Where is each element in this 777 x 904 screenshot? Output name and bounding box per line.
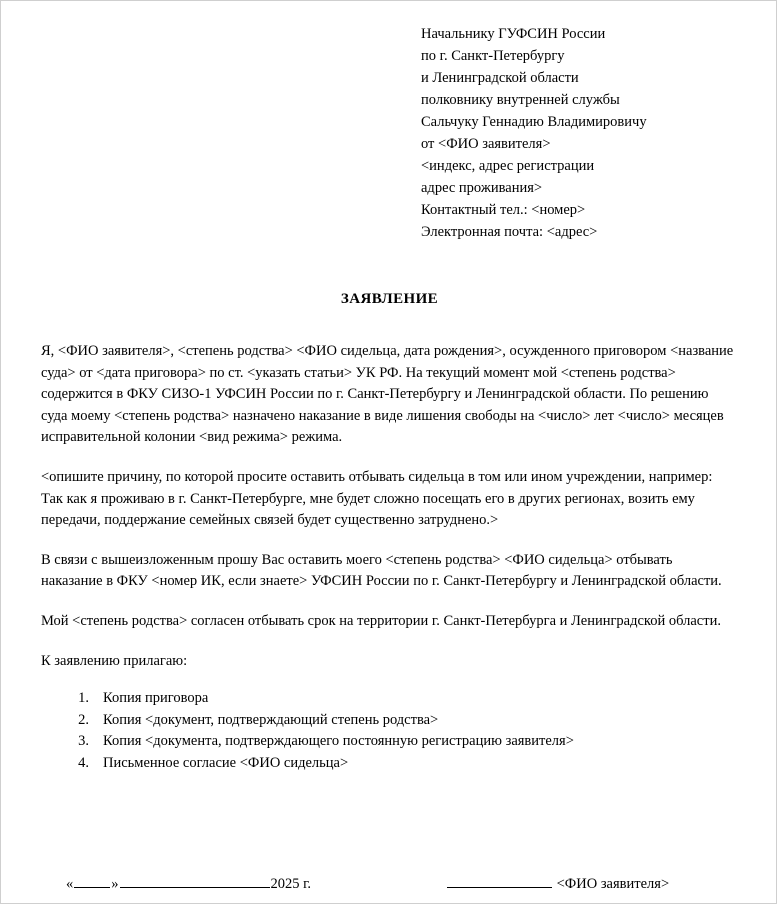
- list-item-number: 3.: [78, 733, 89, 750]
- list-item-label: Копия <документа, подтверждающего постоянную регистрацию заявителя>: [103, 733, 574, 750]
- list-item-label: Письменное согласие <ФИО сидельца>: [103, 754, 349, 771]
- paragraph-reason: <опишите причину, по которой просите оставить отбывать сидельца в том или ином учреждении, например: Так как я проживаю в г. Санкт-Петербурге, мне будет сложно посещать его в других регионах, возить ему передачи, поддержание семейных связей будет существенно затруднено.>: [41, 468, 713, 529]
- addressee-line-3: и Ленинградской области: [421, 70, 579, 86]
- addressee-line-1: Начальнику ГУФСИН России: [421, 26, 606, 42]
- day-blank-line[interactable]: [74, 873, 110, 888]
- applicant-name-placeholder: <ФИО заявителя>: [556, 875, 670, 892]
- addressee-line-registration-address: <индекс, адрес регистрации: [421, 158, 595, 174]
- addressee-block: [421, 23, 731, 243]
- addressee-line-4: полковнику внутренней службы: [421, 92, 620, 108]
- date-field-group: [66, 873, 311, 894]
- list-item-label: Копия приговора: [103, 690, 209, 707]
- list-item-number: 2.: [78, 711, 89, 728]
- signature-field-group: [446, 873, 669, 894]
- month-blank-line[interactable]: [120, 873, 270, 888]
- addressee-line-5: Сальчуку Геннадию Владимировичу: [421, 114, 647, 130]
- paragraph-consent: Мой <степень родства> согласен отбывать срок на территории г. Санкт-Петербурга и Ленинградской области.: [41, 612, 721, 629]
- paragraph-request: В связи с вышеизложенным прошу Вас оставить моего <степень родства> <ФИО сидельца> отбывать наказание в ФКУ <номер ИК, если знаете> УФСИН России по г. Санкт-Петербургу и Ленинградской области.: [41, 551, 722, 590]
- signature-blank-line[interactable]: [447, 873, 552, 888]
- addressee-line-applicant-name: от <ФИО заявителя>: [421, 136, 551, 152]
- list-item: [41, 753, 737, 775]
- paragraph-attachments-intro: К заявлению прилагаю:: [41, 652, 188, 669]
- addressee-line-2: по г. Санкт-Петербургу: [421, 48, 565, 64]
- addressee-line-email: Электронная почта: <адрес>: [421, 224, 598, 240]
- document-body: [41, 341, 737, 775]
- list-item: [41, 710, 737, 732]
- attachments-list: [41, 688, 737, 774]
- list-item: [41, 731, 737, 753]
- list-item-number: 4.: [78, 754, 89, 771]
- list-item-number: 1.: [78, 690, 89, 707]
- page-title: ЗАЯВЛЕНИЕ: [340, 291, 439, 307]
- list-item: [41, 688, 737, 710]
- year-label: 2025 г.: [270, 875, 312, 892]
- quote-close: »: [111, 875, 119, 892]
- quote-open: «: [66, 875, 74, 892]
- addressee-line-residence-address: адрес проживания>: [421, 180, 543, 196]
- list-item-label: Копия <документ, подтверждающий степень родства>: [103, 711, 439, 728]
- addressee-line-phone: Контактный тел.: <номер>: [421, 202, 586, 218]
- paragraph-intro: Я, <ФИО заявителя>, <степень родства> <ФИО сидельца, дата рождения>, осужденного приговором <название суда> от <дата приговора> по ст. <указать статьи> УК РФ. На текущий момент мой <степень родства> содержится в ФКУ СИЗО-1 УФСИН России по г. Санкт-Петербургу и Ленинградской области. По решению суда моему <степень родства> назначено наказание в виде лишения свободы на <число> лет <число> месяцев исправительной колонии <вид режима> режима.: [41, 343, 734, 446]
